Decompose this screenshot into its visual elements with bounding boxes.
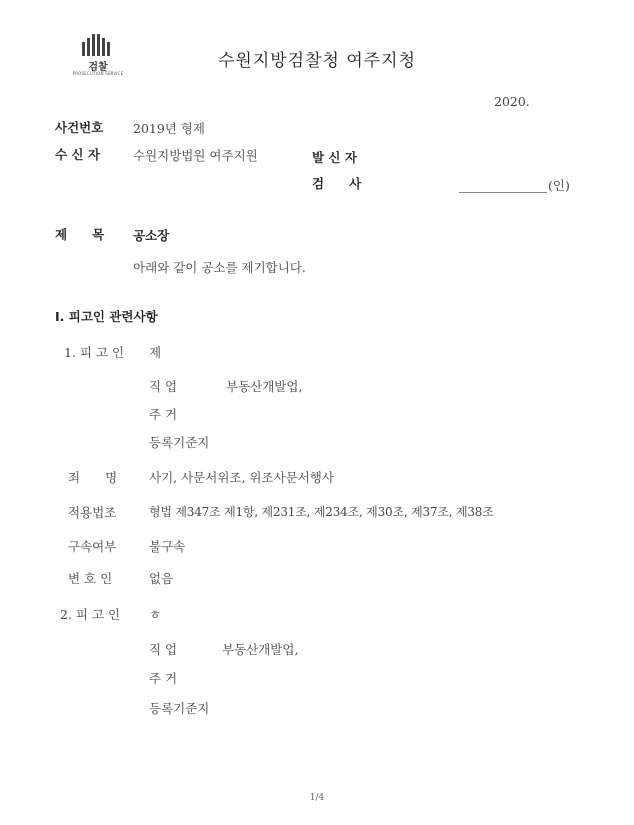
signature-line	[459, 192, 547, 193]
defendant1-name: 제	[149, 345, 162, 360]
defendant2-label: 2. 피 고 인	[60, 607, 121, 622]
detention-label: 구속여부	[68, 539, 117, 554]
section-heading: Ⅰ. 피고인 관련사항	[55, 309, 158, 324]
prosecutor-label: 검 사	[312, 176, 362, 191]
sender-label: 발 신 자	[312, 150, 357, 165]
case-number-label: 사건번호	[55, 120, 104, 135]
lawyer-value: 없음	[149, 571, 174, 586]
subject-intro: 아래와 같이 공소를 제기합니다.	[133, 260, 306, 275]
recipient-label: 수 신 자	[55, 147, 100, 162]
seal-mark: (인)	[548, 178, 570, 193]
case-number-value: 2019년 형제	[133, 121, 206, 136]
defendant2-name: ㅎ	[149, 607, 162, 622]
page-number: 1/4	[309, 793, 325, 803]
detention-value: 불구속	[149, 539, 186, 554]
logo-subtext: PROSECUTION SERVICE	[72, 71, 124, 76]
crime-value: 사기, 사문서위조, 위조사문서행사	[149, 470, 334, 485]
defendant2-job-label: 직 업	[149, 642, 178, 657]
defendant2-job-value: 부동산개발업,	[222, 642, 299, 657]
document-date: 2020.	[494, 94, 530, 109]
office-title: 수원지방검찰청 여주지청	[217, 51, 417, 71]
defendant1-address-label: 주 거	[149, 407, 178, 422]
defendant1-job-label: 직 업	[149, 379, 178, 394]
crime-label: 죄 명	[68, 470, 118, 485]
subject-label: 제 목	[55, 227, 105, 242]
logo-text: 검찰	[88, 62, 108, 73]
defendant2-registry-label: 등록기준지	[149, 701, 210, 716]
lawyer-label: 변 호 인	[68, 571, 113, 586]
defendant1-registry-label: 등록기준지	[149, 435, 210, 450]
applicable-law-label: 적용법조	[68, 505, 117, 520]
defendant1-job-value: 부동산개발업,	[226, 379, 303, 394]
defendant2-address-label: 주 거	[149, 671, 178, 686]
subject-value: 공소장	[133, 228, 170, 243]
recipient-value: 수원지방법원 여주지원	[133, 148, 258, 163]
defendant1-label: 1. 피 고 인	[64, 345, 125, 360]
applicable-law-value: 형법 제347조 제1항, 제231조, 제234조, 제30조, 제37조, 제38조	[149, 505, 494, 519]
